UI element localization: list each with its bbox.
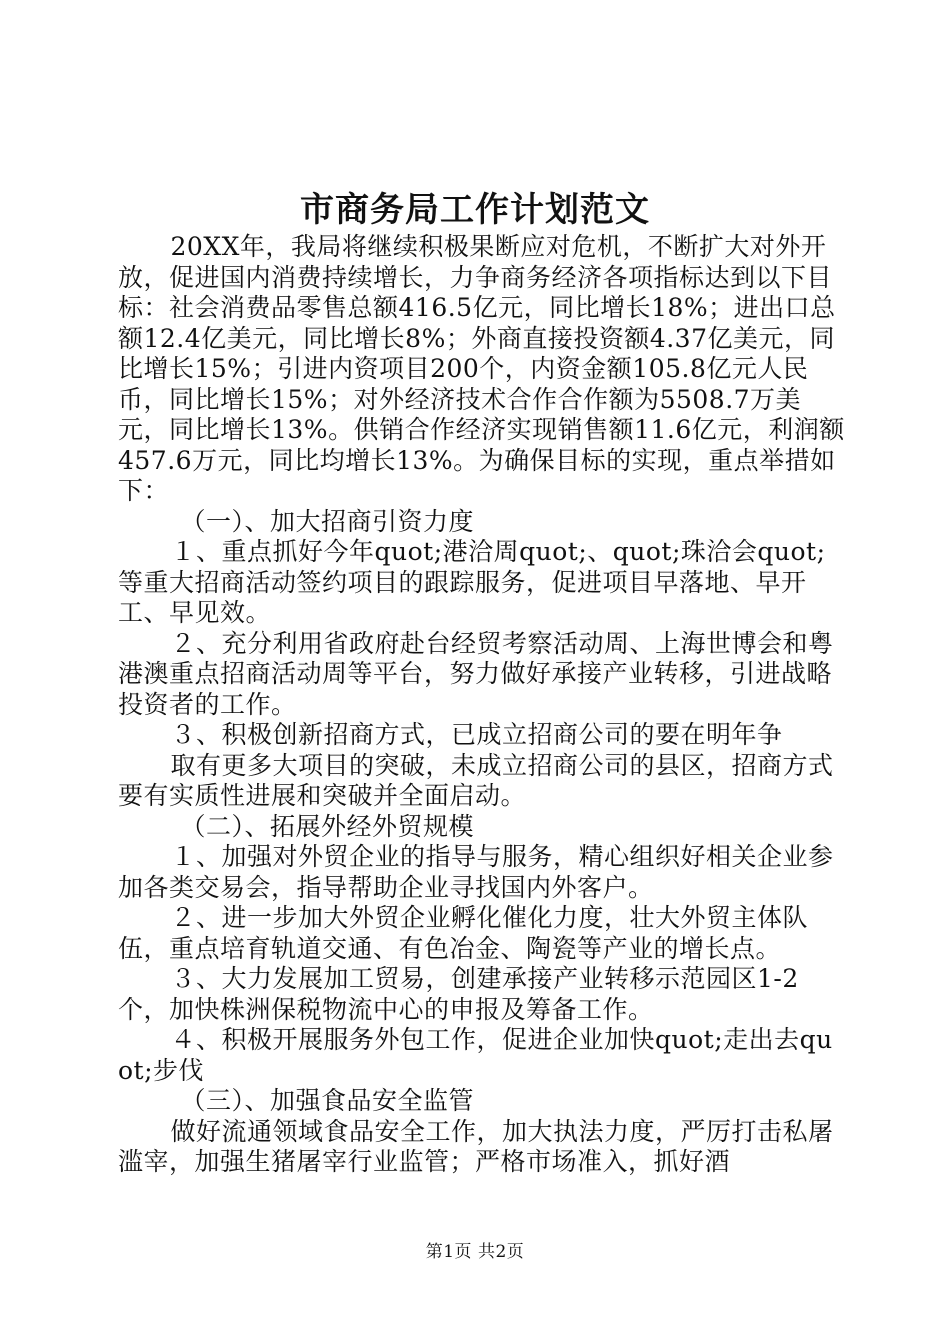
section-1-item-2: ２、充分利用省政府赴台经贸考察活动周、上海世博会和粤港澳重点招商活动周等平台，努力做好承接产业转移，引进战略投资者的工作。 (118, 628, 834, 719)
document-title: 市商务局工作计划范文 (300, 190, 650, 230)
document-body (118, 232, 848, 1178)
section-2-item-2: ２、进一步加大外贸企业孵化催化力度，壮大外贸主体队伍，重点培育轨道交通、有色冶金、陶瓷等产业的增长点。 (118, 903, 809, 963)
intro-paragraph: 20XX年，我局将继续积极果断应对危机，不断扩大对外开放，促进国内消费持续增长，力争商务经济各项指标达到以下目标：社会消费品零售总额416.5亿元，同比增长18%；进出口总额12.4亿美元，同比增长8%；外商直接投资额4.37亿美元，同比增长15%；引进内资项目200个，内资金额105.8亿元人民币，同比增长15%；对外经济技术合作合作额为5508.7万美元，同比增长13%。供销合作经济实现销售额11.6亿元，利润额457.6万元，同比均增长13%。为确保目标的实现，重点举措如下： (118, 232, 845, 505)
section-1-item-1: １、重点抓好今年quot;港洽周quot;、quot;珠洽会quot;等重大招商活动签约项目的跟踪服务，促进项目早落地、早开工、早见效。 (118, 537, 826, 627)
section-heading-2: （二）、拓展外经外贸规模 (180, 811, 475, 841)
section-heading-3: （三）、加强食品安全监管 (180, 1086, 475, 1115)
section-3-paragraph: 做好流通领域食品安全工作，加大执法力度，严厉打击私屠滥宰，加强生猪屠宰行业监管；严格市场准入，抓好酒 (118, 1116, 834, 1176)
section-heading-1: （一）、加大招商引资力度 (180, 506, 475, 536)
section-2-item-1: １、加强对外贸企业的指导与服务，精心组织好相关企业参加各类交易会，指导帮助企业寻找国内外客户。 (118, 842, 834, 902)
section-1-item-3: ３、积极创新招商方式，已成立招商公司的要在明年争 (170, 720, 783, 749)
page-number-footer: 第1页 共2页 (425, 1242, 525, 1262)
section-2-item-4: ４、积极开展服务外包工作，促进企业加快quot;走出去quot;步伐 (118, 1025, 833, 1085)
section-2-item-3: ３、大力发展加工贸易，创建承接产业转移示范园区1-2个，加快株洲保税物流中心的申报及筹备工作。 (118, 964, 799, 1024)
section-1-item-3-continued: 取有更多大项目的突破，未成立招商公司的县区，招商方式要有实质性进展和突破并全面启动。 (118, 750, 834, 810)
